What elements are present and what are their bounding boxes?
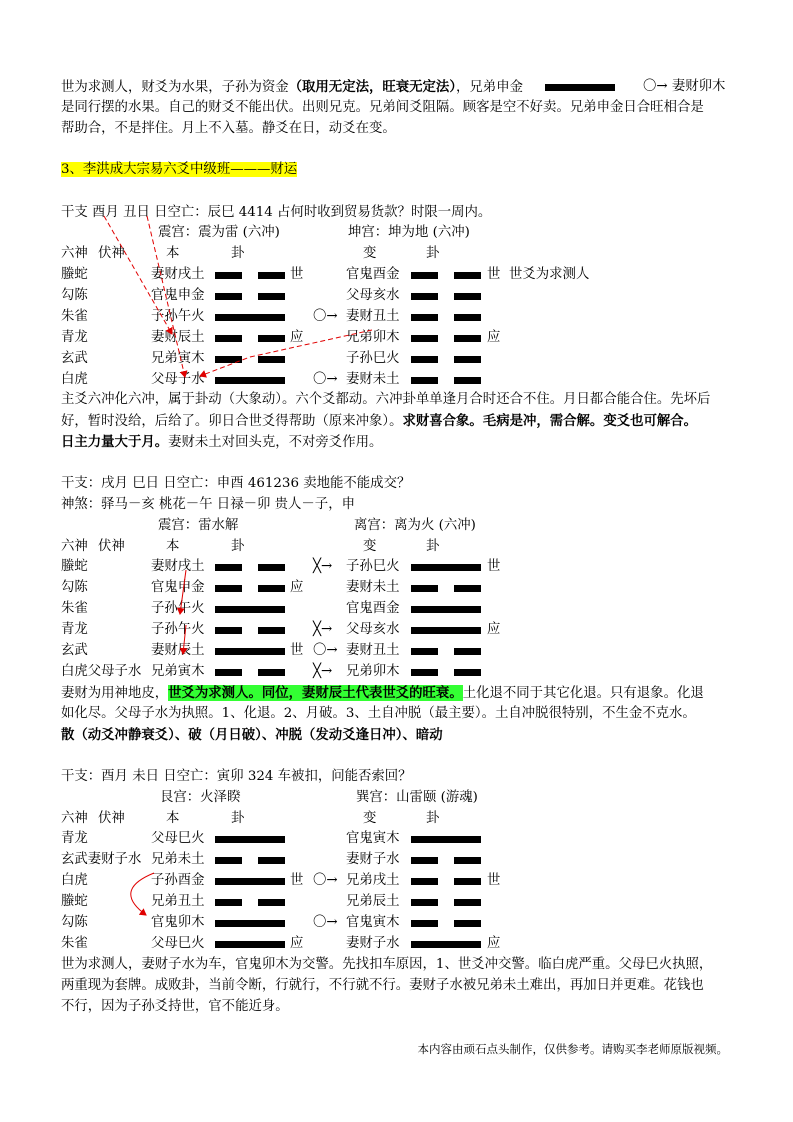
ex3-change-line: 官鬼寅木 <box>346 915 400 930</box>
yao-broken-bar <box>411 349 481 369</box>
ex3-palace-main: 艮宫：火泽睽 <box>160 790 241 805</box>
yao-solid-bar <box>215 370 285 390</box>
ex1-col-gua: 卦 <box>231 246 245 261</box>
yao-solid-bar <box>411 599 481 619</box>
ex2-god: 白虎父母子水 <box>61 664 142 679</box>
ex2-main-line: 官鬼申金 <box>151 580 205 595</box>
ex3-change-line: 妻财子水 <box>346 852 400 867</box>
yao-solid-bar <box>411 829 481 849</box>
yao-solid-bar <box>411 934 481 954</box>
ex3-change-line: 官鬼寅木 <box>346 831 400 846</box>
ex2-col-ben: 本 <box>166 539 180 554</box>
ex2-main-line: 子孙午火 <box>151 601 205 616</box>
top-line-2: 是同行摆的水果。自己的财爻不能出伏。出则兄克。兄弟间爻阻隔。顾客是空不好卖。兄弟申金日合旺相合是 <box>61 100 704 115</box>
ex3-main-line: 兄弟丑土 <box>151 894 205 909</box>
ex1-change-line: 官鬼酉金 <box>346 267 400 282</box>
ex2-move-mark: 〇→ <box>313 643 338 658</box>
ex1-col-gua2: 卦 <box>426 246 440 261</box>
ex2-col-gua: 卦 <box>231 539 245 554</box>
ex1-text-2: 好，暂时没给，后给了。卯日合世爻得帮助（原来冲象）。求财喜合象。毛病是冲，需合解。变爻也可解合。 <box>61 413 698 429</box>
ex3-col-gua2: 卦 <box>426 811 440 826</box>
ex2-col-gua2: 卦 <box>426 539 440 554</box>
ex2-col-liushen: 六神 <box>61 539 88 554</box>
yao-broken-bar <box>215 578 285 598</box>
footer-note: 本内容由顽石点头制作，仅供参考。请购买李老师原版视频。 <box>417 1042 728 1056</box>
ex2-mark: 世 <box>290 643 304 658</box>
yao-broken-bar <box>411 871 481 891</box>
ex2-palace-main: 震宫：雷水解 <box>158 518 239 533</box>
ex2-change-line: 子孙巳火 <box>346 559 400 574</box>
ex2-palace-change: 离宫：离为火 (六冲) <box>354 518 476 533</box>
yao-broken-bar <box>215 662 285 682</box>
yao-broken-bar <box>411 328 481 348</box>
yao-broken-bar <box>215 349 285 369</box>
ex2-move-mark: ╳→ <box>313 622 333 637</box>
ex3-cmark: 应 <box>487 936 501 951</box>
yao-solid-bar <box>215 934 285 954</box>
yao-broken-bar <box>411 307 481 327</box>
ex3-main-line: 官鬼卯木 <box>151 915 205 930</box>
ex3-main-line: 子孙酉金 <box>151 873 205 888</box>
ex1-mark: 应 <box>290 330 304 345</box>
ex3-change-line: 妻财子水 <box>346 936 400 951</box>
ex1-col-fushen: 伏神 <box>98 246 125 261</box>
ex1-god: 勾陈 <box>61 288 88 303</box>
yao-broken-bar <box>411 892 481 912</box>
ex1-main-line: 父母子水 <box>151 372 205 387</box>
yao-solid-bar <box>215 641 285 661</box>
yao-broken-bar <box>215 620 285 640</box>
yao-broken-bar <box>215 328 285 348</box>
ex2-god: 螣蛇 <box>61 559 88 574</box>
yao-broken-bar <box>411 286 481 306</box>
yao-solid-bar <box>411 620 481 640</box>
ex2-text-1: 妻财为用神地皮，世爻为求测人。同位，妻财辰土代表世爻的旺衰。土化退不同于其它化退。只有退象。化退 <box>61 685 704 701</box>
yao-broken-bar <box>215 557 285 577</box>
ex1-cmark: 应 <box>487 330 501 345</box>
ex2-change-line: 妻财未土 <box>346 580 400 595</box>
ex2-header: 干支：戌月 巳日 日空亡：申酉 461236 卖地能不能成交？ <box>61 476 411 491</box>
ex1-main-line: 妻财戌土 <box>151 267 205 282</box>
ex3-text-1: 世为求测人，妻财子水为车，官鬼卯木为交警。先找扣车原因，1、世爻冲交警。临白虎严重。父母巳火执照， <box>61 957 713 972</box>
ex1-change-line: 子孙巳火 <box>346 351 400 366</box>
ex3-col-fushen: 伏神 <box>98 811 125 826</box>
top-line-1: 世为求测人，财爻为水果，子孙为资金（取用无定法，旺衰无定法），兄弟申金 <box>61 79 523 95</box>
ex3-text-2: 两重现为套牌。成败卦，当前令断，行就行，不行就不行。妻财子水被兄弟未土难出，再加日并更难。花钱也 <box>61 978 704 993</box>
yao-broken-bar <box>411 370 481 390</box>
yao-solid-bar <box>545 77 615 97</box>
ex2-main-line: 子孙午火 <box>151 622 205 637</box>
ex1-header: 干支 酉月 丑日 日空亡：辰巳 4414 占何时收到贸易货款？时限一周内。 <box>61 205 492 220</box>
yao-broken-bar <box>411 662 481 682</box>
ex2-col-fushen: 伏神 <box>98 539 125 554</box>
ex1-cmark: 世 <box>487 267 501 282</box>
ex1-god: 玄武 <box>61 351 88 366</box>
ex3-god: 白虎 <box>61 873 88 888</box>
ex3-header: 干支：酉月 未日 日空亡：寅卯 324 车被扣，问能否索回？ <box>61 769 412 784</box>
yao-broken-bar <box>215 850 285 870</box>
section-title: 3、李洪成大宗易六爻中级班———财运 <box>61 162 298 177</box>
ex3-main-line: 父母巳火 <box>151 936 205 951</box>
ex2-move-mark: ╳→ <box>313 664 333 679</box>
ex2-cmark: 应 <box>487 622 501 637</box>
ex3-col-ben: 本 <box>166 811 180 826</box>
ex3-move-mark: 〇→ <box>313 873 338 888</box>
ex1-palace-main: 震宫：震为雷 (六冲) <box>158 225 280 240</box>
yao-broken-bar <box>215 892 285 912</box>
ex1-change-line: 妻财未土 <box>346 372 400 387</box>
ex3-god: 朱雀 <box>61 936 88 951</box>
ex2-main-line: 妻财辰土 <box>151 643 205 658</box>
ex1-text-3: 日主力量大于月。妻财未土对回头克，不对旁爻作用。 <box>61 434 383 450</box>
ex3-palace-change: 巽宫：山雷颐 (游魂) <box>356 790 478 805</box>
ex3-god: 螣蛇 <box>61 894 88 909</box>
ex1-main-line: 妻财辰土 <box>151 330 205 345</box>
ex1-text-1: 主爻六冲化六冲，属于卦动（大象动）。六个爻都动。六冲卦单单逢月合时还合不住。月日都合能合住。先坏后 <box>61 392 711 407</box>
ex3-col-gua: 卦 <box>231 811 245 826</box>
ex3-mark: 应 <box>290 936 304 951</box>
yao-solid-bar <box>215 829 285 849</box>
ex3-mark: 世 <box>290 873 304 888</box>
yao-broken-bar <box>411 913 481 933</box>
ex2-text-2: 如化尽。父母子水为执照。1、化退。2、月破。3、土自冲脱（最主要）。土自冲脱很特别，不生金不克水。 <box>61 706 696 721</box>
ex3-change-line: 兄弟戌土 <box>346 873 400 888</box>
ex2-main-line: 妻财戌土 <box>151 559 205 574</box>
ex1-main-line: 官鬼申金 <box>151 288 205 303</box>
yao-broken-bar <box>215 265 285 285</box>
yao-solid-bar <box>215 307 285 327</box>
ex2-shensha: 神煞：驿马－亥 桃花－午 日禄－卯 贵人－子，申 <box>61 497 355 512</box>
yao-broken-bar <box>411 641 481 661</box>
ex2-god: 玄武 <box>61 643 88 658</box>
ex3-text-3: 不行，因为子孙爻持世，官不能近身。 <box>61 999 289 1014</box>
ex3-change-line: 兄弟辰土 <box>346 894 400 909</box>
ex1-change-line: 妻财丑土 <box>346 309 400 324</box>
ex2-text-3: 散（动爻冲静衰爻）、破（月日破）、冲脱（发动爻逢日冲）、暗动 <box>61 727 443 743</box>
ex2-change-line: 兄弟卯木 <box>346 664 400 679</box>
yao-broken-bar <box>215 286 285 306</box>
ex3-col-bian: 变 <box>363 811 377 826</box>
ex2-cmark: 世 <box>487 559 501 574</box>
ex3-col-liushen: 六神 <box>61 811 88 826</box>
ex2-change-line: 妻财丑土 <box>346 643 400 658</box>
ex1-col-ben: 本 <box>166 246 180 261</box>
ex3-god: 玄武妻财子水 <box>61 852 142 867</box>
ex2-god: 勾陈 <box>61 580 88 595</box>
ex2-main-line: 兄弟寅木 <box>151 664 205 679</box>
ex2-change-line: 父母亥水 <box>346 622 400 637</box>
yao-broken-bar <box>411 265 481 285</box>
yao-broken-bar <box>411 578 481 598</box>
ex1-palace-change: 坤宫：坤为地 (六冲) <box>348 225 470 240</box>
ex2-god: 青龙 <box>61 622 88 637</box>
ex3-god: 青龙 <box>61 831 88 846</box>
top-move-note: 〇→ 妻财卯木 <box>643 79 726 94</box>
ex1-move-mark: 〇→ <box>313 309 338 324</box>
ex3-god: 勾陈 <box>61 915 88 930</box>
ex1-main-line: 子孙午火 <box>151 309 205 324</box>
ex2-col-bian: 变 <box>363 539 377 554</box>
ex1-mark: 世 <box>290 267 304 282</box>
ex1-god: 螣蛇 <box>61 267 88 282</box>
top-line-3: 帮助合，不是拌住。月上不入墓。静爻在日，动爻在变。 <box>61 121 396 136</box>
ex2-mark: 应 <box>290 580 304 595</box>
yao-solid-bar <box>215 913 285 933</box>
ex1-main-line: 兄弟寅木 <box>151 351 205 366</box>
ex3-main-line: 兄弟未土 <box>151 852 205 867</box>
ex1-change-line: 父母亥水 <box>346 288 400 303</box>
ex1-col-liushen: 六神 <box>61 246 88 261</box>
ex1-god: 青龙 <box>61 330 88 345</box>
ex1-note: 世爻为求测人 <box>509 267 590 282</box>
ex2-god: 朱雀 <box>61 601 88 616</box>
yao-solid-bar <box>215 599 285 619</box>
ex3-main-line: 父母巳火 <box>151 831 205 846</box>
ex1-col-bian: 变 <box>363 246 377 261</box>
ex1-change-line: 兄弟卯木 <box>346 330 400 345</box>
ex3-move-mark: 〇→ <box>313 915 338 930</box>
ex1-god: 白虎 <box>61 372 88 387</box>
ex1-god: 朱雀 <box>61 309 88 324</box>
ex3-cmark: 世 <box>487 873 501 888</box>
ex2-move-mark: ╳→ <box>313 559 333 574</box>
ex1-move-mark: 〇→ <box>313 372 338 387</box>
yao-solid-bar <box>411 557 481 577</box>
ex2-change-line: 官鬼酉金 <box>346 601 400 616</box>
yao-solid-bar <box>215 871 285 891</box>
yao-broken-bar <box>411 850 481 870</box>
